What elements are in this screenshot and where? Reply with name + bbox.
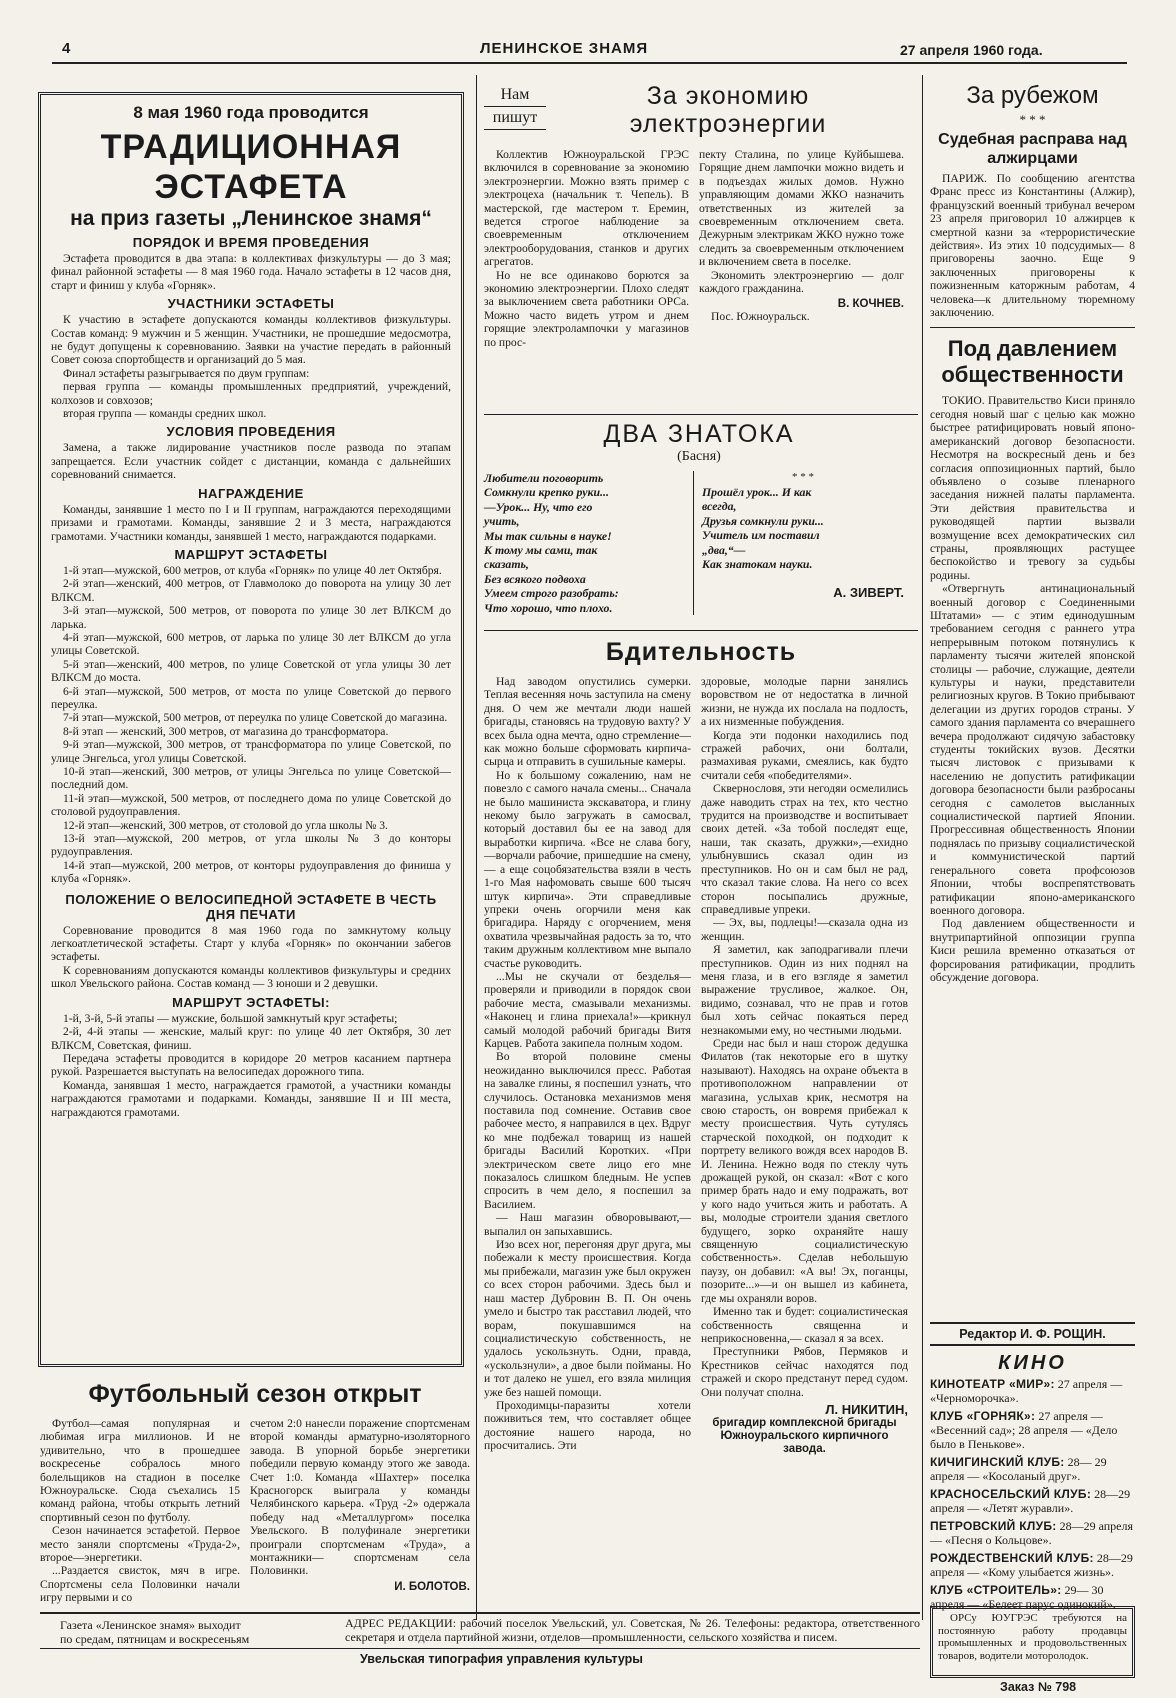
relay-stage: 11-й этап—мужской, 500 метров, от последнего дома по улице Советской до столовой рудоуправления. [51, 791, 451, 819]
relay-stage: 12-й этап—женский, 300 метров, от столовой до угла школы № 3. [63, 818, 388, 832]
bike-title: ПОЛОЖЕНИЕ О ВЕЛОСИПЕДНОЙ ЭСТАФЕТЕ В ЧЕСТЬ ДНЯ ПЕЧАТИ [65, 891, 437, 922]
relay-s2-title: УЧАСТНИКИ ЭСТАФЕТЫ [167, 296, 335, 312]
ors-ad-text: ОРСу ЮУГРЭС требуются на постоянную работу продавцы промышленных и продовольственных товаров, водители моторолодок. [938, 1612, 1127, 1662]
kino-list [930, 1377, 1135, 1611]
kino-venue: КИНОТЕАТР «МИР»: [930, 1377, 1055, 1391]
fable-subtitle: (Басня) [677, 449, 721, 464]
fable-line: всегда, [702, 499, 737, 514]
vigilance-p: Именно так и будет: социалистическая собственность священна и неприкосновенна,— сказал я за всех. [701, 1305, 908, 1345]
electricity-p: Но не все одинаково борются за экономию электроэнергии. Плохо следят за выключением света работники ОРСа. Можно часто видеть утром и днем горящие электролампочки у магазинов по прос- [484, 268, 689, 349]
kino-venue: ПЕТРОВСКИЙ КЛУБ: [930, 1519, 1057, 1533]
electricity-p: Коллектив Южноуральской ГРЭС включился в соревнование за экономию электроэнергии. Можно взять пример с электроцеха (начальник т. Чепель). В мастерской, где мастером т. Еремин, ведется строгое наблюдение за своевременным отключением электрооборудования, станков и других агрегатов. [484, 148, 689, 269]
kino-showing: 29— 30 апреля — «Белеет парус одинокий». [930, 1583, 1116, 1611]
relay-s3-text: Замена, а также лидирование участников после развода по этапам запрещается. Если участник сойдет с дистанции, команда с дальнейших соревнований снимается. [51, 441, 451, 482]
kino-item [930, 1551, 1135, 1579]
column-rule [922, 75, 923, 1620]
vigilance-signature: Л. НИКИТИН, [825, 1401, 908, 1417]
issue-date: 27 апреля 1960 года. [900, 42, 1043, 58]
vigilance-p: — Эх, вы, подлецы!—сказала одна из женщин. [701, 916, 908, 943]
fable-line: учить, [484, 514, 520, 529]
vigilance-col2-wrap [701, 675, 908, 1456]
kino-item [930, 1519, 1135, 1547]
vigilance-p: Преступники Рябов, Пермяков и Крестников сейчас находятся под стражей и скоро предстанут перед судом. Они получат сполна. [701, 1345, 908, 1399]
kicker-top: Нам [484, 84, 546, 107]
kino-venue: КРАСНОСЕЛЬСКИЙ КЛУБ: [930, 1487, 1092, 1501]
vigilance-p: Среди нас был и наш сторож дедушка Филатов (так некоторые его в шутку называют). Находясь на охране объекта в противоположном направлении от магазина, услыхав крик, несмотря на свою старость, он вовремя прибежал к месту происшествия. Чуть сутулясь старческой походкой, он подходит к портрету великого вождя всех народов В. И. Ленина. Нежно водя по стеклу чуть дрожащей рукой, он сказал: «Вот с кого пример брать надо и ему подражать, вот у кого надо учиться жить и работать. А вы, молодые строители здания светлого будущего, зорко охраняйте нашу священную социалистическую собственность». Сделав небольшую паузу, он добавил: «А вы! Эх, поганцы, позорите...»—и он вышел из кабинета, где мы охраняли воров. [701, 1036, 908, 1305]
vigilance-article [484, 638, 918, 1598]
bike-route1: 1-й, 3-й, 5-й этапы — мужские, большой замкнутый круг эстафеты; [63, 1011, 398, 1025]
relay-stage-list [51, 564, 451, 886]
bike-route2: 2-й, 4-й этапы — женские, малый круг: по улице 40 лет Октября, 30 лет ВЛКСМ, Советская, финиш. [51, 1025, 451, 1052]
bike-route4: Команда, занявшая 1 место, награждается грамотой, а участники команды награждаются грамотами и подарками. Команды, занявшие II и III места, награждаются грамотами. [51, 1078, 451, 1119]
kino-showing: 28— 29 апреля — «Косоланый друг». [930, 1455, 1107, 1483]
footer-rule [40, 1648, 920, 1649]
relay-stage: 1-й этап—мужской, 600 метров, от клуба «Горняк» по улице 40 лет Октября. [63, 563, 442, 577]
football-p: Футбол—самая популярная и любимая игра миллионов. И не удивительно, что в прошедшее воскресенье собралось много болельщиков на стадион в поселке Южноуральске. Сюда съехались 15 команд района, чтобы открыть летний спортивный сезон по футболу. [40, 1417, 240, 1524]
vigilance-p: здоровые, молодые парни занялись воровством не от недостатка в личной жизни, не нужда их послала на подлость, а их низменные побуждения. [701, 675, 908, 729]
footer-schedule-1: Газета «Ленинское знамя» выходит [60, 1618, 241, 1632]
vigilance-p: Но к большому сожалению, нам не повезло с самого начала смены... Сначала не было машиниста экскаватора, и глину некому было загружать в самосвал, который доставил бы ее на завод для выработки кирпича. «Все не слава богу,—ворчали рабочие, пришедшие на смену, — а еще соцобязательства взяли в честь 1-го Мая нафомовать свыше 600 тысяч штук кирпича». Эти справедливые упреки очень огорчили меня как бригадира. Наряду с огорчением, меня охватила чрезвычайная радость за то, что таким дружным коллективом мне выпало счастье руководить. [484, 768, 691, 970]
masthead-rule [52, 62, 1127, 64]
footer-schedule-2: по средам, пятницам и воскресеньям [60, 1632, 250, 1646]
vigilance-col2 [701, 675, 908, 1399]
vigilance-p: Во второй половине смены неожиданно выключился пресс. Работая на завалке глины, я поспешил узнать, что случилось. Остановка механизмов меня поставила под сомнение. Оставив свое рабочее место, я направился в цех. Вдруг ко мне подбежал товарищ из нашей бригады Василий Коротких. «При электрическом свете лицо его мне показалось слишком бледным. Не успев спросить в чем дело, я поспешил за Василием. [484, 1050, 691, 1211]
electricity-p: Экономить электроэнергию — долг каждого гражданина. [699, 268, 904, 296]
football-p: Сезон начинается эстафетой. Первое место заняли спортсмены «Труда-2», второе—энергетики. [40, 1524, 240, 1565]
fable-line: Умеем строго разобрать: [484, 586, 619, 601]
kino-item [930, 1487, 1135, 1515]
football-article [40, 1378, 470, 1605]
newspaper-name: ЛЕНИНСКОЕ ЗНАМЯ [480, 40, 649, 57]
fable-line: „два,“— [702, 542, 746, 557]
fable-line: Прошёл урок... И как [702, 485, 812, 499]
abroad-story1-text: ПАРИЖ. По сообщению агентства Франс пресс из Константины (Алжир), французский военный трибунал вечером 23 апреля приговорил 10 алжирцев к смертной казни за «террористические действия». Из этих 10 подсудимых— 8 приговорены заочно. Еще 9 заключенных приговорены к пожизненным каторжным работам, 4 человека—к длительному тюремному заключению. [930, 172, 1135, 320]
relay-subtitle: на приз газеты „Ленинское знамя“ [70, 207, 432, 230]
footer-printer: Увельская типография управления культуры [360, 1652, 643, 1666]
vigilance-p: ...Мы не скучали от безделья—проверяли и приводили в порядок свои рабочие места, смазывали механизмы. «Наконец и глина приехала!»—крикнул самый молодой рабочий бригады Витя Карцев. Работа закипела полным ходом. [484, 969, 691, 1050]
section-rule [484, 414, 918, 415]
relay-s5-title: МАРШРУТ ЭСТАФЕТЫ [174, 546, 328, 562]
vigilance-p: Когда эти подонки находились под стражей рабочих, они болтали, размахивая руками, смеялись, как будто считали себя «победителями». [701, 728, 908, 782]
kicker-bottom: пишут [484, 107, 546, 130]
electricity-col2 [699, 148, 904, 349]
bike-text1: Соревнование проводится 8 мая 1960 года по замкнутому кольцу легкоатлетической эстафеты. Старт у клуба «Горняк» по окончании забегов эстафеты. [51, 923, 451, 964]
bike-text2: К соревнованиям допускаются команды коллективов физкультуры и средних школ Увельского района. Состав команд — 3 юноши и 2 девушки. [51, 963, 451, 991]
fable-line: Учитель им поставил [702, 528, 820, 543]
football-p: счетом 2:0 нанесли поражение спортсменам второй команды арматурно-изоляторного завода. В упорной борьбе энергетики победили первую команду этого же завода. Счет 1:0. Команда «Шахтер» поселка Красногорск выиграла у команды Челябинского карьера. «Труд -2» одержала победу над «Металлургом» поселка Увельского. В полуфинале энергетики проиграли спортсменам «Труда», а монтажники— спортсменам села Половинки. [250, 1417, 470, 1578]
kino-item [930, 1377, 1135, 1405]
abroad-title: За рубежом [966, 82, 1099, 109]
abroad-story2-title: Под давлением общественности [941, 336, 1124, 388]
vigilance-p: — Наш магазин обворовывают,—выпалил он запыхавшись. [484, 1211, 691, 1238]
fable-line: Как знатокам науки. [702, 557, 813, 572]
abroad-story2-p: ТОКИО. Правительство Киси приняло сегодня новый шаг с целью как можно быстрее ратифицировать новый японо-американский договор безопасности. Несмотря на воскресный день и без согласия оппозиционных партий, было объявлено о созыве пленарного заседания нижней палаты парламента. Эти действия правительства и руководящей партии вызвали возмущение всех демократических сил страны, проявляющих растущее беспокойство и тревогу за судьбы родины. [930, 394, 1135, 582]
kino-venue: КЛУБ «СТРОИТЕЛЬ»: [930, 1583, 1062, 1597]
relay-s2-text1: К участию в эстафете допускаются команды коллективов физкультуры. Состав команд: 9 мужчин и 5 женщин. Участники, не прошедшие медосмотра, не будут допущены к соревнованию. Заявки на участие передать в районный Совет союза спортобществ и организаций до 5 мая. [51, 313, 451, 367]
vigilance-p: Сквернословя, эти негодяи осмелились даже наводить страх на тех, кто честно трудится на производстве и воспитывает своих детей. «За тобой последят еще, наши, так сказать, дружки»,—ехидно улыбнувшись сказал один из преступников. Но он и сам был не рад, что сказал такие слова. На него со всех сторон посыпались дружные, справедливые упреки. [701, 782, 908, 916]
kino-title: КИНО [998, 1352, 1067, 1374]
relay-s2-group2: вторая группа — команды средних школ. [63, 407, 267, 421]
vigilance-signature-role: бригадир комплексной бригады Южноуральского кирпичного завода. [712, 1416, 897, 1455]
page-number: 4 [62, 40, 71, 57]
kino-showing: 28—29 апреля — «Кому улыбается жизнь». [930, 1551, 1133, 1579]
relay-stage: 7-й этап—мужской, 500 метров, от переулка по улице Советской до магазина. [63, 711, 448, 725]
electricity-col1 [484, 148, 689, 349]
electricity-signature: В. КОЧНЕВ. [837, 298, 904, 311]
electricity-title: За экономию электроэнергии [629, 82, 827, 138]
relay-s4-title: НАГРАЖДЕНИЕ [198, 485, 304, 501]
abroad-story2-p: «Отвергнуть антинациональный военный договор с Соединенными Штатами» — с этим единодушным требованием сегодня с раннего утра непрерывным потоком потянулись к парламенту тысячи жителей японской столицы — рабочие, служащие, деятели культуры и науки, представители религиозных кругов. В Токио прибывают делегации из других городов страны. У самого здания парламента со вчерашнего вечера продолжают сидячую забастовку студенты токийских вузов. Десятки тысяч листовок с призывами к населению не допустить ратификации договора безопасности были разбросаны сегодня с самолетов высланных социалистической партией Японии. Прогрессивная общественность Японии поднялась по призыву социалистической и коммунистической партий генерального совета профсоюзов Японии, чтобы воспрепятствовать ратификации японо-американского военного договора. [930, 582, 1135, 917]
relay-announcement [38, 92, 464, 1367]
relay-stage: 4-й этап—мужской, 600 метров, от ларька по улице 30 лет ВЛКСМ до угла улицы Советской. [51, 630, 451, 658]
section-rule [930, 327, 1135, 328]
abroad-stars: * * * [1019, 112, 1046, 127]
kino-section [930, 1352, 1135, 1611]
football-p: ...Раздается свисток, мяч в игре. Спортсмены села Половинки начали игру первыми и со [40, 1564, 240, 1605]
fable-title: ДВА ЗНАТОКА [603, 420, 795, 448]
relay-stage: 6-й этап—мужской, 500 метров, от моста по улице Советской до первого переулка. [51, 684, 451, 711]
vigilance-title: Бдительность [605, 638, 797, 666]
relay-s1-title: ПОРЯДОК И ВРЕМЯ ПРОВЕДЕНИЯ [132, 235, 370, 250]
fable-line: Сомкнули крепко руки... [484, 485, 609, 500]
bike-route3: Передача эстафеты проводится в коридоре 20 метров касанием партнера рукой. Разрешается выступать на велосипедах дорожного типа. [51, 1051, 451, 1079]
fable-line: Любители поговорить [484, 471, 604, 485]
kino-item [930, 1409, 1135, 1451]
footer-rule [40, 1612, 920, 1614]
ors-ad [930, 1606, 1135, 1678]
electricity-place: Пос. Южноуральск. [711, 310, 810, 324]
kino-item [930, 1455, 1135, 1483]
relay-stage: 14-й этап—мужской, 200 метров, от конторы рудоуправления до финиша у клуба «Горняк». [51, 858, 451, 886]
relay-stage: 8-й этап — женский, 300 метров, от магазина до трансформатора. [63, 724, 389, 738]
relay-s2-text2: Финал эстафеты разыгрывается по двум группам: [63, 366, 310, 380]
fable-line: Что хорошо, что плохо. [484, 600, 613, 615]
relay-stage: 3-й этап—мужской, 500 метров, от поворота по улице 30 лет ВЛКСМ до ларька. [51, 604, 451, 631]
fable-signature: А. ЗИВЕРТ. [833, 585, 904, 601]
fable [484, 420, 914, 630]
kino-showing: 27 апреля — «Черноморочка». [930, 1377, 1123, 1405]
abroad-story2-p: Под давлением общественности и внутрипартийной оппозиции группа Киси решила временно отказаться от форсирования ратификации, продлить обсуждение договора. [930, 917, 1135, 984]
relay-s1-text: Эстафета проводится в два этапа: в коллективах физкультуры — до 3 мая; финал районной эстафеты — 8 мая 1960 года. Начало эстафеты в 12 часов дня, старт и финиш у клуба «Горняк». [51, 252, 451, 292]
abroad-story1-title: Судебная расправа над алжирцами [938, 131, 1127, 167]
fable-line: К тому мы сами, так [484, 543, 598, 558]
nam-pishut-kicker [484, 84, 546, 130]
relay-stage: 5-й этап—женский, 400 метров, по улице Советской от угла улицы 30 лет ВЛКСМ до моста. [51, 657, 451, 685]
bike-route-title: МАРШРУТ ЭСТАФЕТЫ: [172, 994, 330, 1010]
footer-address: АДРЕС РЕДАКЦИИ: рабочий поселок Увельский, ул. Советская, № 26. Телефоны: редактора, ответственного секретаря и отдела партийной жизни, отделов—промышленности, сельского хозяйства и писем. [345, 1616, 920, 1644]
vigilance-col1 [484, 675, 691, 1456]
football-title: Футбольный сезон открыт [88, 1380, 422, 1408]
football-col2 [250, 1417, 470, 1605]
kino-venue: РОЖДЕСТВЕНСКИЙ КЛУБ: [930, 1551, 1094, 1565]
footer-left [60, 1618, 340, 1646]
kino-showing: 28—29 апреля — «Летят журавли». [930, 1487, 1131, 1515]
editor-line: Редактор И. Ф. РОЩИН. [930, 1322, 1135, 1346]
relay-stage: 2-й этап—женский, 400 метров, от Главмолоко до поворота на улицу 30 лет ВЛКСМ. [51, 577, 451, 604]
relay-stage: 13-й этап—мужской, 200 метров, от угла школы № 3 до конторы рудоуправления. [51, 832, 451, 859]
relay-stage: 9-й этап—мужской, 300 метров, от трансформатора по улице Советской, по улице Энгельса, угол улицы Советской. [51, 738, 451, 765]
kino-venue: КЛУБ «ГОРНЯК»: [930, 1409, 1036, 1423]
kino-venue: КИЧИГИНСКИЙ КЛУБ: [930, 1455, 1065, 1469]
fable-line: Без всякого подвоха [484, 571, 586, 586]
column-rule [476, 75, 477, 1620]
electricity-p: пекту Сталина, по улице Куйбышева. Горящие днем лампочки можно видеть и в подъездах жилых домов. Нужно управляющим домами ЖКО назначить ответственных из жителей за своевременным отключением света. Дежурным электрикам ЖКО нужно тоже следить за своевременным отключением и включением света в поселке. [699, 148, 904, 269]
footer-order: Заказ № 798 [1000, 1680, 1077, 1694]
football-col1 [40, 1417, 240, 1605]
vigilance-p: Изо всех ног, перегоняя друг друга, мы побежали к месту происшествия. Когда мы прибежали, магазин уже был окружен со всех сторон рабочими. Здесь был и наш мастер Дубровин В. П. Он очень умело и быстро так расставил людей, что ворам, покушавшимся на социалистическую собственность, не удалось ускользнуть. Одни, правда, «ускользнули», а двое были пойманы. Но и тот далеко не ушел, его взяла милиция уже без нашей помощи. [484, 1238, 691, 1399]
electricity-article [484, 78, 910, 408]
football-signature: И. БОЛОТОВ. [394, 1580, 470, 1593]
relay-date-line: 8 мая 1960 года проводится [133, 103, 369, 122]
fable-line: Друзья сомкнули руки... [702, 513, 824, 528]
relay-s3-title: УСЛОВИЯ ПРОВЕДЕНИЯ [166, 424, 336, 440]
fable-stars: * * * [792, 471, 814, 483]
relay-title: ТРАДИЦИОННАЯ ЭСТАФЕТА [100, 128, 402, 206]
kino-showing: 28—29 апреля — «Песня о Кольцове». [930, 1519, 1133, 1547]
fable-left-stanza [484, 471, 694, 615]
vigilance-p: Я заметил, как заподрагивали плечи преступников. Один из них поднял на меня глаза, и в его взгляде я заметил выражение трусливое, жалкое. Он, видимо, сознавал, что не прав и готов был хоть сейчас покаяться перед незнакомыми ему, но честными людьми. [701, 943, 908, 1037]
fable-line: сказать, [484, 557, 529, 572]
fable-line: Мы так сильны в науке! [484, 528, 612, 543]
fable-line: —Урок... Ну, что его [484, 499, 593, 514]
relay-s4-text: Команды, занявшие 1 место по I и II группам, награждаются переходящими призами и грамотами. Команды, занявшие 2 и 3 места, награждаются грамотами. Участники команды, занявшей 1 место, награждаются подарками. [51, 502, 451, 543]
vigilance-p: Над заводом опустились сумерки. Теплая весенняя ночь заступила на смену дня. О чем же мечтали люди нашей бригады, становясь на трудовую вахту? У всех была одна мечта, одно стремление—как можно больше сформовать кирпича-сырца и отправить в сушильные камеры. [484, 675, 691, 769]
section-rule [484, 630, 918, 631]
kino-showing: 27 апреля — «Весенний сад»; 28 апреля — «Дело было в Пенькове». [930, 1409, 1118, 1451]
relay-s2-group1: первая группа — команды промышленных предприятий, учреждений, колхозов и совхозов; [51, 380, 451, 407]
relay-stage: 10-й этап—женский, 300 метров, от улицы Энгельса по улице Советской—последний дом. [51, 765, 451, 792]
abroad-section [930, 78, 1135, 1318]
vigilance-p: Проходимцы-паразиты хотели поживиться тем, что составляет общее достояние нашего народа, но просчитались. Эти [484, 1398, 691, 1453]
fable-right-stanza [702, 485, 904, 571]
